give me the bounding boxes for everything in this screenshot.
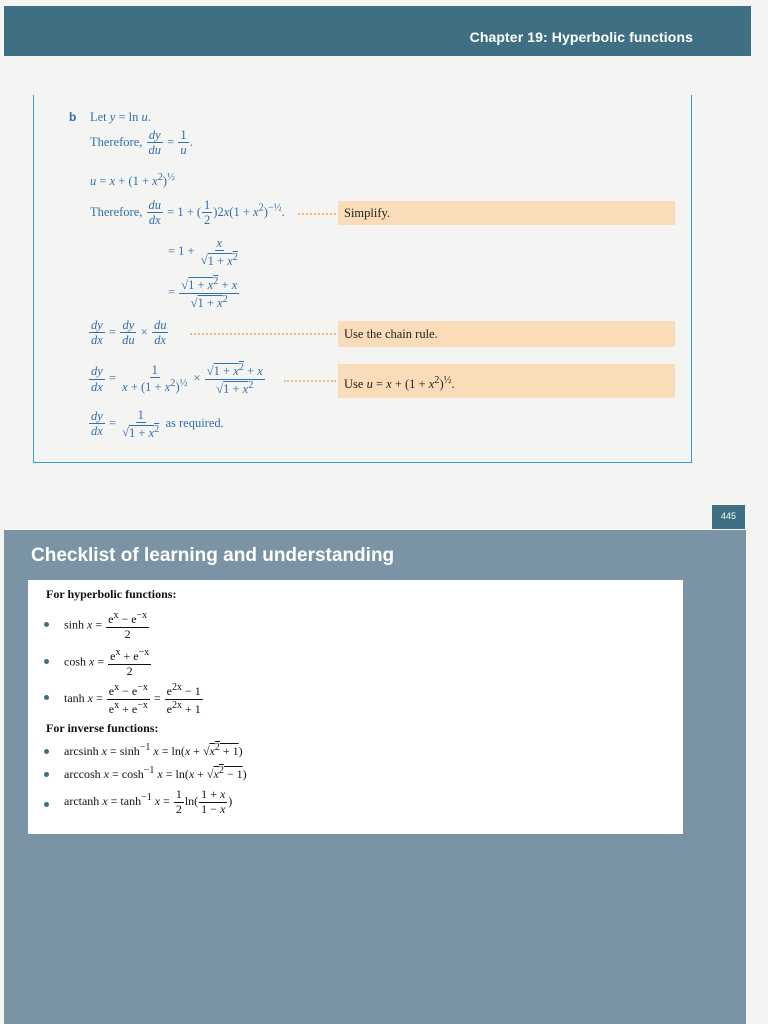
therefore-dy-du: Therefore, $\frac{dy}{du}$ = $\frac{1}{u}$ . (90, 128, 193, 158)
step-1: = 1 + $\frac{x}{√1 + x^2}$ (168, 236, 238, 268)
sinh-definition: sinh x = $\frac{e^x - e^{-x}}{2}$ (64, 610, 148, 641)
cosh-definition: cosh x = $\frac{e^x + e^{-x}}{2}$ (64, 647, 150, 678)
du-dx-line: Therefore, $\frac{du}{dx}$ = 1 + ( $\frac{1}{2}$ )$2x(1 + x^2)^{-\frac{1}{2}}$. (90, 198, 285, 228)
therefore-label-1: Therefore, (90, 134, 143, 149)
bullet-arccosh (44, 772, 49, 777)
step-2: = $\frac{√1 + x^2 + x}{√1 + x^2}$ (168, 276, 238, 310)
chapter-header-bar (4, 6, 751, 56)
bullet-arcsinh (44, 749, 49, 754)
chain-rule-expr: $\frac{dy}{dx}$ = $\frac{dy}{du}$ × $\frac{du}{dx}$ (91, 318, 167, 348)
let-y-line: Let y = ln u. (90, 110, 151, 124)
bullet-arctanh (44, 802, 49, 807)
substitution-expr: $\frac{dy}{dx}$ = $\frac{1}{x + (1 + x^2)^{\frac{1}{2}}}$ × $\frac{√1 + x^2 + x}{√1 + x^2}$ (91, 362, 263, 396)
bullet-cosh (44, 659, 49, 664)
leader-simplify (298, 213, 336, 215)
note-use-u: Use $u = x + (1 + x^2)^{\frac{1}{2}}$. (338, 364, 675, 398)
bullet-sinh (44, 622, 49, 627)
chapter-title: Chapter 19: Hyperbolic functions (469, 29, 693, 45)
part-label: b (69, 110, 77, 124)
leader-use-u (284, 380, 336, 382)
as-required-text: as required. (165, 415, 224, 430)
note-chain-rule-text: Use the chain rule. (344, 327, 438, 341)
note-simplify-text: Simplify. (344, 206, 391, 220)
hyperbolic-heading: For hyperbolic functions: (46, 587, 177, 601)
arccosh-definition: arccosh $x = \cosh^{-1} x = \ln(x + √x^2 - 1)$ (64, 765, 247, 781)
page-number: 445 (712, 505, 745, 529)
checklist-title: Checklist of learning and understanding (31, 545, 395, 566)
arcsinh-definition: arcsinh $x = \sinh^{-1} x = \ln(x + √x^2 + 1)$ (64, 742, 243, 758)
note-simplify (338, 201, 675, 225)
inverse-heading: For inverse functions: (46, 721, 159, 735)
therefore-label-2: Therefore, (90, 204, 143, 219)
u-definition: $u = x + (1 + x^2)^{\frac{1}{2}}$ (90, 172, 175, 189)
final-expr: $\frac{dy}{dx}$ = $\frac{1}{√1 + x^2}$ as required. (91, 408, 224, 440)
tanh-definition: tanh x = $\frac{e^x - e^{-x}}{e^x + e^{-x}}$ = $\frac{e^{2x} - 1}{e^{2x} + 1}$ (64, 682, 201, 716)
leader-chain-rule (190, 333, 336, 335)
arctanh-definition: arctanh $x = \tanh^{-1} x$ = $\frac{1}{2}$ ln( $\frac{1 + x}{1 - x}$ ) (64, 787, 233, 816)
note-chain-rule (338, 321, 675, 347)
bullet-tanh (44, 695, 49, 700)
